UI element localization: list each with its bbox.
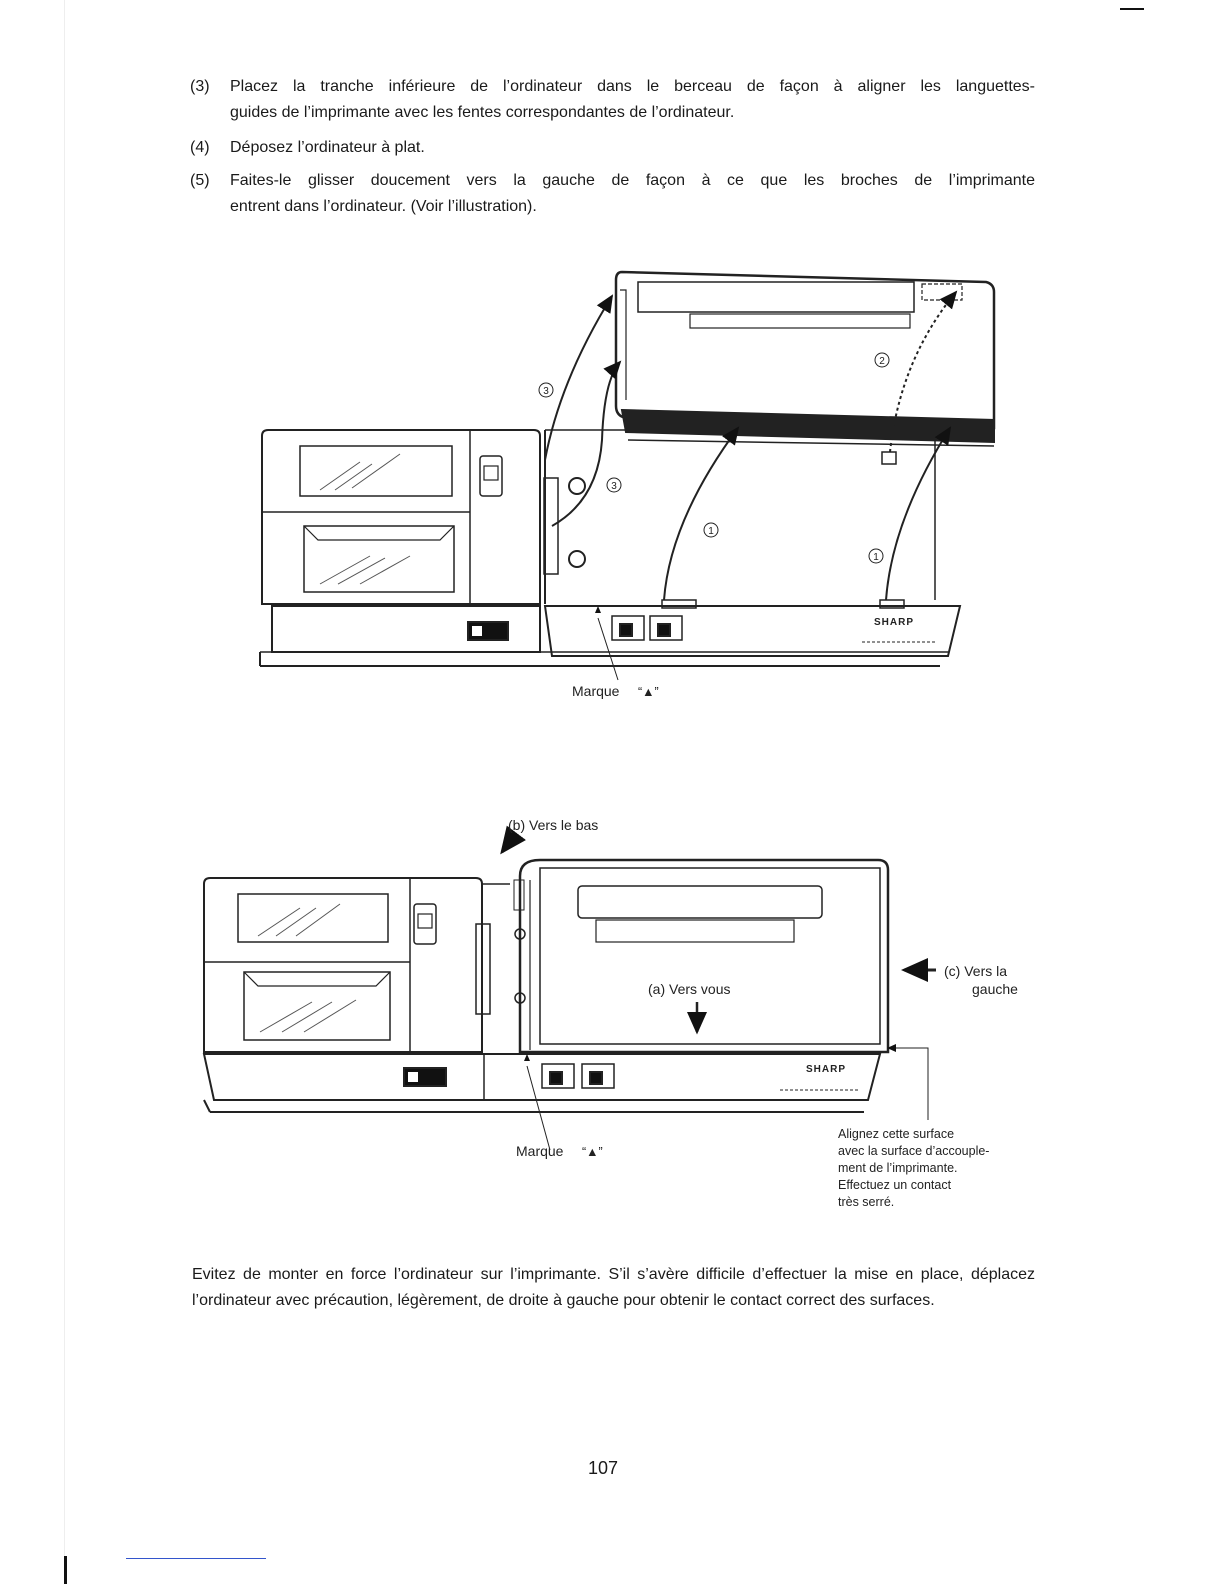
- caution-paragraph: Evitez de monter en force l’ordinateur sur l’imprimante. S’il s’avère difficile d’effectuer la mise en place, déplacez l’ordinateur avec précaution, légèrement, de droite à gauche pour obtenir le contact correct des surfaces.: [192, 1266, 1035, 1309]
- align-note-line: Effectuez un contact: [838, 1178, 952, 1192]
- step-text-line: Faites-le glisser doucement vers la gauche de façon à ce que les broches de l’imprimante: [230, 172, 1035, 189]
- step-number: (5): [190, 172, 210, 189]
- align-note-line: très serré.: [838, 1195, 895, 1209]
- printer-base-2: [204, 1054, 880, 1112]
- step-text-line: Déposez l’ordinateur à plat.: [230, 139, 425, 156]
- margin-mark: [64, 1556, 67, 1584]
- callout-3: 3: [611, 481, 617, 492]
- step-text-line: entrent dans l’ordinateur. (Voir l’illustration).: [230, 198, 537, 215]
- label-vers-le-bas: (b) Vers le bas: [508, 817, 599, 833]
- figure-2: [204, 836, 936, 1150]
- callout-1: 1: [873, 552, 879, 563]
- label-gauche: gauche: [972, 981, 1018, 997]
- printer-left-unit-2: [204, 878, 510, 1052]
- mark-symbol: “▲”: [582, 1145, 603, 1159]
- step-text-line: guides de l’imprimante avec les fentes correspondantes de l’ordinateur.: [230, 104, 735, 121]
- label-vers-vous: (a) Vers vous: [648, 981, 731, 997]
- brand-logo: SHARP: [874, 617, 915, 628]
- align-note-line: avec la surface d’accouple-: [838, 1144, 990, 1158]
- align-note-line: Alignez cette surface: [838, 1127, 955, 1141]
- mark-symbol: “▲”: [638, 685, 659, 699]
- computer-seated: [514, 860, 888, 1052]
- mark-label: Marque: [572, 683, 620, 699]
- brand-logo: SHARP: [806, 1064, 847, 1075]
- callout-1: 1: [708, 526, 714, 537]
- step-number: (3): [190, 78, 210, 95]
- mark-label: Marque: [516, 1143, 564, 1159]
- footer-rule: [126, 1558, 266, 1559]
- step-number: (4): [190, 139, 210, 156]
- callout-3: 3: [543, 386, 549, 397]
- callout-2: 2: [879, 356, 885, 367]
- step-text-line: Placez la tranche inférieure de l’ordinateur dans le berceau de façon à aligner les languettes-: [230, 78, 1035, 95]
- align-note-line: ment de l’imprimante.: [838, 1161, 958, 1175]
- page-number: 107: [587, 1458, 619, 1478]
- printer-left-unit: [262, 430, 540, 652]
- label-vers-la: (c) Vers la: [944, 963, 1008, 979]
- computer-tilted: [616, 272, 994, 464]
